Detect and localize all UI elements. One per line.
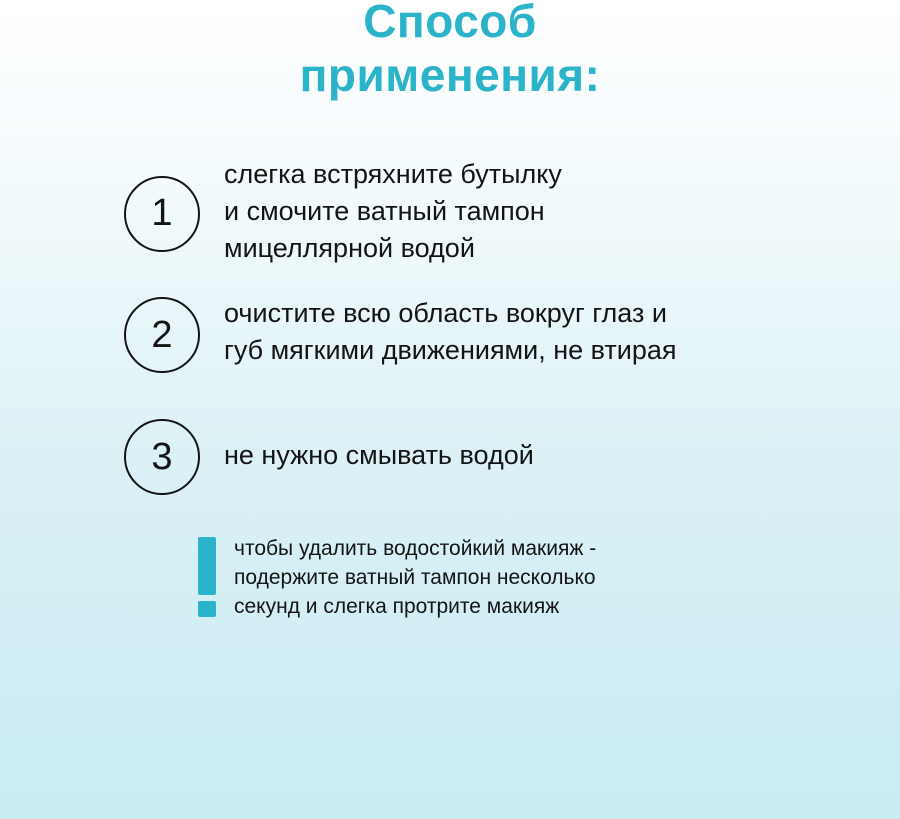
step-number: 1 [151,192,173,234]
note-text [234,534,596,621]
step-text-line: очистите всю область вокруг глаз и [224,298,667,328]
step-text-line: слегка встряхните бутылку [224,159,562,189]
page-title [0,0,900,102]
step-number: 2 [151,313,173,356]
step-number-circle [124,297,200,373]
step-text [224,295,677,369]
note-text-line: секунд и слегка протрите макияж [234,595,560,618]
step-text-line: и смочите ватный тампон [224,196,545,226]
title-line-2: применения: [299,49,601,101]
exclamation-bar [198,537,216,595]
step-text [224,156,562,267]
exclamation-dot [198,601,216,617]
waterproof-makeup-note [196,534,596,621]
step-text [224,437,534,474]
title-line-1: Способ [363,0,537,47]
step-text-line: губ мягкими движениями, не втирая [224,335,677,365]
exclamation-icon [196,537,218,619]
step-text-line: мицеллярной водой [224,233,475,263]
step-number-circle [124,419,200,495]
step-2 [124,297,677,373]
step-1 [124,160,562,267]
step-number: 3 [151,435,173,478]
step-3 [124,419,534,495]
note-text-line: подержите ватный тампон несколько [234,566,596,589]
step-text-line: не нужно смывать водой [224,439,534,470]
note-text-line: чтобы удалить водостойкий макияж - [234,537,597,560]
step-number-circle [124,176,200,252]
